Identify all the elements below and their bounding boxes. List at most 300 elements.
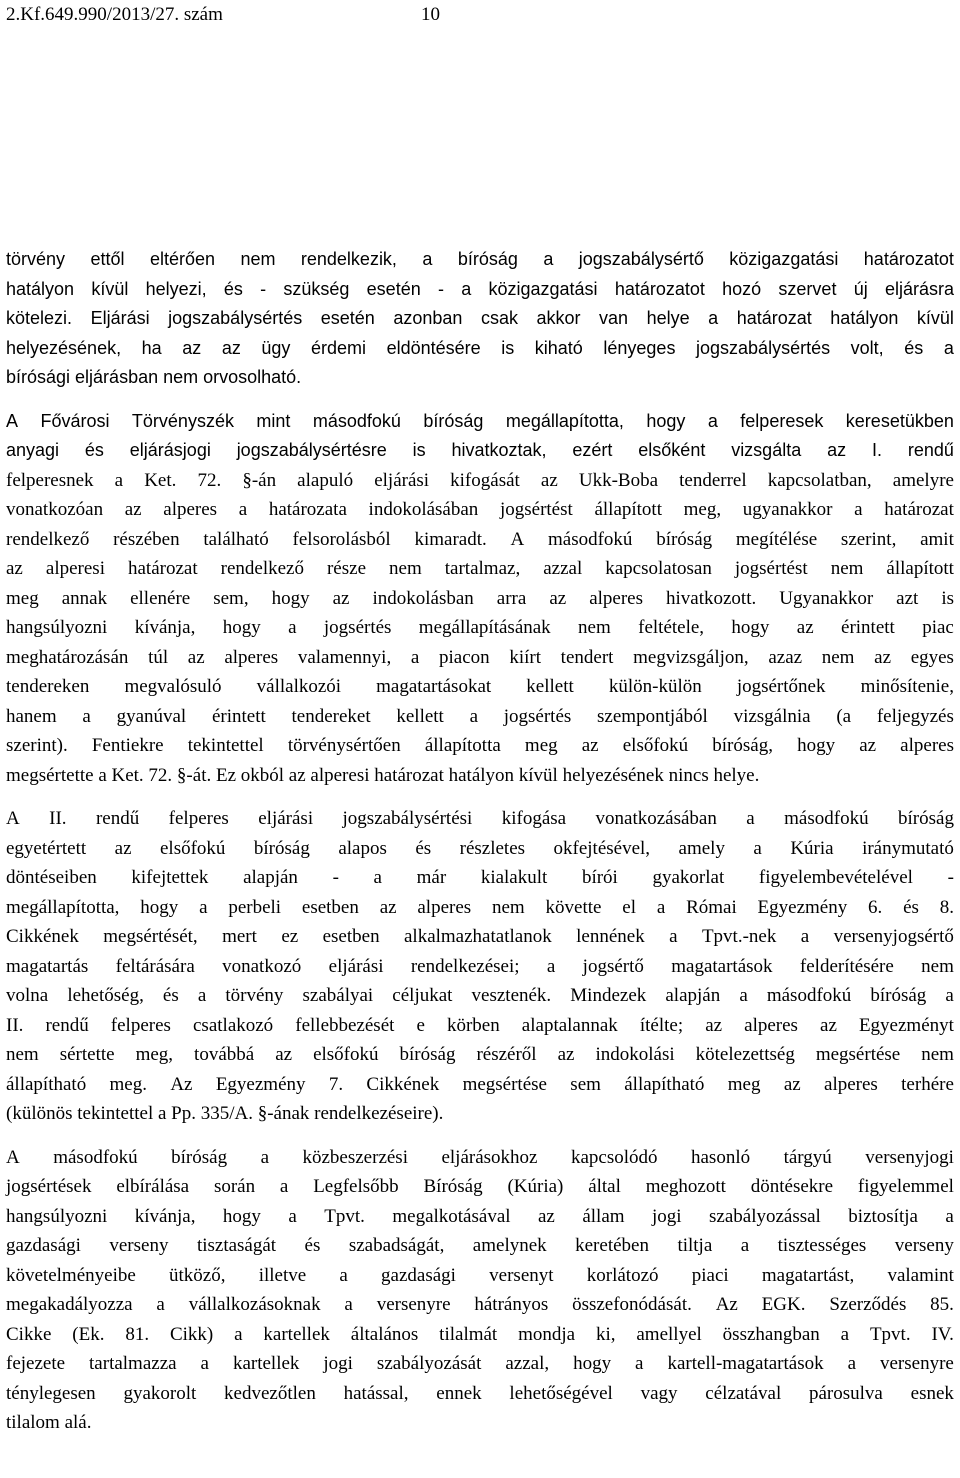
word: a bbox=[669, 926, 678, 947]
word: állam bbox=[582, 1205, 625, 1227]
word: indokolási bbox=[595, 1044, 675, 1065]
word: alapján bbox=[243, 867, 298, 888]
word: amelyre bbox=[892, 469, 954, 491]
word: állapított bbox=[594, 499, 662, 520]
word: céljukat bbox=[392, 985, 453, 1006]
word: ténylegesen bbox=[6, 1382, 96, 1404]
word: feljegyzés bbox=[876, 705, 954, 727]
word: a bbox=[656, 896, 666, 918]
word: hatályon bbox=[830, 308, 899, 328]
word: versenyre bbox=[879, 1353, 954, 1374]
word: figyelemmel bbox=[857, 1176, 954, 1197]
word: piacon bbox=[439, 646, 490, 668]
word: (a bbox=[836, 705, 852, 727]
word: hogy bbox=[646, 410, 686, 431]
word: - bbox=[947, 867, 954, 888]
word: 6. bbox=[868, 896, 883, 918]
word: jogsértés bbox=[323, 617, 392, 638]
word: a bbox=[339, 1264, 348, 1286]
word: gyanúval bbox=[116, 705, 187, 727]
word: amely bbox=[678, 837, 725, 859]
word: magatartások bbox=[671, 955, 773, 977]
word: jogsértések bbox=[6, 1176, 92, 1197]
word: az bbox=[827, 440, 847, 460]
word: az bbox=[275, 1044, 293, 1065]
word: meg, bbox=[135, 1044, 174, 1065]
word: szempontjából bbox=[597, 705, 708, 727]
word: hogy bbox=[222, 1205, 261, 1227]
word: hozó bbox=[722, 278, 762, 299]
word: 81. bbox=[125, 1323, 150, 1345]
word: bíróság bbox=[253, 837, 310, 859]
word: egyetértett bbox=[6, 837, 87, 859]
text-line bbox=[6, 1349, 954, 1379]
word: összefonódását. bbox=[572, 1294, 692, 1315]
word: Tpvt. bbox=[324, 1205, 365, 1227]
word: a bbox=[800, 926, 810, 947]
word: már bbox=[416, 867, 447, 888]
word: jogszabálysértés bbox=[696, 337, 831, 358]
text-line bbox=[6, 1070, 954, 1100]
text-line bbox=[6, 1011, 954, 1041]
word: el bbox=[622, 896, 636, 918]
word: I. bbox=[871, 440, 882, 460]
word: a bbox=[707, 410, 718, 431]
word: eljárási bbox=[374, 469, 430, 491]
word: található bbox=[203, 528, 269, 550]
word: azonban bbox=[393, 308, 463, 328]
word: részletes bbox=[459, 837, 526, 859]
word: jogsértés bbox=[503, 705, 572, 727]
word: a bbox=[82, 705, 91, 727]
word: amellyel bbox=[636, 1323, 702, 1345]
word: verseny bbox=[109, 1235, 169, 1256]
word: hogy bbox=[140, 896, 179, 918]
word: ha bbox=[141, 337, 162, 358]
word: a bbox=[708, 308, 719, 328]
word: sem, bbox=[213, 587, 249, 609]
word: Ukk-Boba bbox=[578, 469, 659, 491]
word: kívül bbox=[916, 308, 954, 328]
word: piac bbox=[922, 617, 954, 638]
word: szerint, bbox=[840, 528, 897, 550]
text-line bbox=[6, 1172, 954, 1202]
word: követelményeibe bbox=[6, 1264, 136, 1286]
word: egyes bbox=[910, 646, 954, 668]
word: szerint). bbox=[6, 735, 68, 756]
word: határozatot bbox=[614, 278, 705, 299]
word: az bbox=[538, 1205, 555, 1227]
word: rendelkező bbox=[220, 558, 304, 579]
word: gyakorlat bbox=[652, 867, 725, 888]
word: jogszabálysértő bbox=[578, 249, 704, 269]
word: biztosítja bbox=[848, 1205, 918, 1227]
word: alapos bbox=[338, 837, 387, 859]
word: másodfokú bbox=[766, 985, 852, 1006]
word: gazdasági bbox=[6, 1235, 81, 1256]
text-line bbox=[6, 334, 954, 364]
word: elsőfokú bbox=[622, 735, 689, 756]
word: a bbox=[288, 617, 297, 638]
word: külön-külön bbox=[608, 676, 702, 697]
word: vállalkozói bbox=[256, 676, 342, 697]
word: - bbox=[332, 867, 339, 888]
word: tartalmazza bbox=[89, 1353, 177, 1374]
word: A bbox=[6, 1146, 20, 1168]
word: kívánja, bbox=[134, 617, 196, 638]
word: versenyre bbox=[376, 1294, 451, 1315]
word: lehetőség, bbox=[67, 985, 144, 1006]
word: §-án bbox=[242, 469, 277, 491]
word: bíróság bbox=[171, 1146, 228, 1168]
word: Kúria bbox=[790, 837, 834, 859]
word: az bbox=[6, 558, 23, 579]
word: jogsértést bbox=[734, 558, 808, 579]
word: állapította bbox=[424, 735, 501, 756]
text-line bbox=[6, 1143, 954, 1173]
word: azzal bbox=[543, 558, 583, 579]
word: hogy bbox=[573, 1353, 612, 1374]
text-line bbox=[6, 1040, 954, 1070]
word: azzal, bbox=[505, 1353, 550, 1374]
word: eljárásjogi bbox=[129, 440, 211, 460]
word: a bbox=[739, 985, 748, 1006]
word: Egyezményt bbox=[858, 1014, 954, 1036]
word: határozatot bbox=[863, 249, 954, 269]
text-line bbox=[6, 981, 954, 1011]
word: amit bbox=[920, 528, 954, 550]
paragraph bbox=[6, 1143, 954, 1438]
word: körben bbox=[446, 1014, 500, 1036]
word: versenyjogi bbox=[865, 1146, 954, 1168]
text-line bbox=[6, 584, 954, 614]
word: e bbox=[416, 1014, 425, 1036]
word: állapított bbox=[886, 558, 954, 579]
word: a bbox=[344, 1294, 353, 1315]
word: határozata bbox=[268, 499, 347, 520]
text-line bbox=[6, 466, 954, 496]
word: az bbox=[379, 896, 397, 918]
word: lennének bbox=[576, 926, 645, 947]
word: is bbox=[941, 587, 954, 609]
word: vonatkozásában bbox=[595, 808, 717, 829]
word: és bbox=[415, 837, 432, 859]
line-text: (különös tekintettel a Pp. 335/A. §-ának rendelkezéseire). bbox=[6, 1103, 444, 1124]
word: vesztenék. bbox=[471, 985, 552, 1006]
word: rendű bbox=[907, 440, 954, 460]
word: tenderrel bbox=[679, 469, 747, 491]
word: az bbox=[124, 499, 142, 520]
word: hátrányos bbox=[474, 1294, 549, 1315]
word: nem bbox=[492, 896, 525, 918]
word: a bbox=[197, 985, 207, 1006]
word: valamint bbox=[887, 1264, 954, 1286]
word: (Ek. bbox=[72, 1323, 105, 1345]
word: kifogása bbox=[501, 808, 567, 829]
word: tekintettel bbox=[187, 735, 264, 756]
word: kartell-magatartások bbox=[667, 1353, 824, 1374]
word: vonatkozó bbox=[222, 955, 302, 977]
word: tendereket bbox=[291, 705, 371, 727]
line-text: megsértette a Ket. 72. §-át. Ez okból az alperesi határozat hatályon kívül helyezésének nincs helye. bbox=[6, 764, 760, 786]
text-line bbox=[6, 863, 954, 893]
word: alperes bbox=[589, 587, 643, 609]
word: kellett bbox=[396, 705, 444, 727]
word: akkor bbox=[536, 308, 581, 328]
word: érintett bbox=[211, 705, 266, 727]
text-line bbox=[6, 1320, 954, 1350]
word: azaz bbox=[768, 646, 803, 668]
word: a bbox=[114, 469, 124, 491]
word: alperes bbox=[824, 1073, 878, 1095]
word: Az bbox=[715, 1294, 738, 1315]
word: 72. bbox=[197, 469, 222, 491]
word: bíróság bbox=[898, 808, 954, 829]
word: kartellek bbox=[232, 1353, 300, 1374]
word: megvizsgáljon, bbox=[633, 646, 749, 668]
word: okfejtésével, bbox=[553, 837, 651, 859]
word: kiható bbox=[534, 337, 583, 358]
word: nem bbox=[240, 249, 276, 269]
word: által bbox=[588, 1176, 621, 1197]
word: meghozott bbox=[645, 1176, 726, 1197]
word: Fővárosi bbox=[40, 410, 110, 431]
word: vizsgálnia bbox=[733, 705, 811, 727]
text-line bbox=[6, 1261, 954, 1291]
word: hogy bbox=[731, 617, 770, 638]
word: a bbox=[288, 1205, 297, 1227]
word: II. bbox=[49, 808, 67, 829]
word: bíróság bbox=[656, 528, 713, 550]
word: a bbox=[847, 1353, 857, 1374]
word: minősítenie, bbox=[860, 676, 954, 697]
line-text: bírósági eljárásban nem orvosolható. bbox=[6, 367, 302, 387]
word: versenyt bbox=[489, 1264, 554, 1286]
word: eltérően bbox=[149, 249, 215, 269]
word: kívül bbox=[91, 278, 129, 299]
word: tendereken bbox=[6, 676, 90, 697]
word: Cikke bbox=[6, 1323, 52, 1345]
word: hogy bbox=[797, 735, 836, 756]
word: meghatározásán bbox=[6, 646, 129, 668]
word: nem bbox=[921, 1044, 954, 1065]
word: érdemi bbox=[310, 337, 367, 358]
text-line bbox=[6, 613, 954, 643]
word: a bbox=[461, 278, 472, 299]
text-line bbox=[6, 525, 954, 555]
word: magatartás bbox=[6, 955, 89, 977]
word: elbírálása bbox=[116, 1176, 190, 1197]
word: Mindezek bbox=[570, 985, 647, 1006]
word: kialakult bbox=[480, 867, 548, 888]
text-line bbox=[6, 643, 954, 673]
word: és bbox=[903, 896, 919, 918]
text-line bbox=[6, 834, 954, 864]
word: szükség bbox=[283, 278, 350, 299]
word: fejezete bbox=[6, 1353, 66, 1374]
text-line bbox=[6, 804, 954, 834]
word: esetén bbox=[366, 278, 421, 299]
word: kötelezi. bbox=[6, 308, 73, 328]
word: elsőfokú bbox=[160, 837, 226, 859]
word: döntésekre bbox=[750, 1176, 834, 1197]
word: elsőfokú bbox=[313, 1044, 379, 1065]
word: rendelkező bbox=[6, 528, 90, 550]
word: határozat bbox=[736, 308, 812, 328]
word: tilalmát bbox=[439, 1323, 498, 1345]
word: határozat bbox=[127, 558, 198, 579]
word: döntéseiben bbox=[6, 867, 97, 888]
word: ezért bbox=[572, 440, 613, 460]
word: figyelembevételével bbox=[758, 867, 913, 888]
word: is bbox=[412, 440, 426, 460]
word: Cikk) bbox=[169, 1323, 214, 1345]
word: ítélte; bbox=[639, 1014, 684, 1036]
word: 85. bbox=[930, 1294, 954, 1315]
text-line bbox=[6, 1231, 954, 1261]
word: nem bbox=[830, 558, 864, 579]
word: Törvényszék bbox=[131, 410, 234, 431]
word: ennek bbox=[436, 1382, 482, 1404]
word: feltétele, bbox=[638, 617, 705, 638]
word: eljárásokhoz bbox=[441, 1146, 538, 1168]
word: jogsértőnek bbox=[736, 676, 826, 697]
word: vagy bbox=[640, 1382, 678, 1404]
text-line bbox=[6, 304, 954, 334]
word: Tpvt. bbox=[869, 1323, 911, 1345]
word: kiírt bbox=[509, 646, 541, 668]
word: az bbox=[783, 1073, 801, 1095]
word: jogi bbox=[651, 1205, 682, 1227]
word: keresetükben bbox=[845, 410, 954, 431]
word: esetén bbox=[320, 308, 375, 328]
word: (Kúria) bbox=[507, 1176, 564, 1197]
word: szabályozással bbox=[709, 1205, 821, 1227]
word: megállapításának bbox=[418, 617, 551, 638]
text-line bbox=[6, 1202, 954, 1232]
word: alapuló bbox=[297, 469, 354, 491]
word: indokolásában bbox=[368, 499, 479, 520]
text-line bbox=[6, 363, 954, 393]
word: állapítható bbox=[624, 1073, 705, 1095]
word: az bbox=[557, 1044, 575, 1065]
word: az bbox=[221, 337, 241, 358]
word: alkalmazhatatlanok bbox=[403, 926, 552, 947]
word: megakadályozza bbox=[6, 1294, 133, 1315]
word: a bbox=[543, 249, 554, 269]
word: Eljárási bbox=[90, 308, 150, 328]
word: megállapította, bbox=[6, 896, 120, 918]
word: 7. bbox=[328, 1073, 344, 1095]
word: esetben bbox=[301, 896, 359, 918]
word: részében bbox=[113, 528, 180, 550]
word: lehetőségével bbox=[509, 1382, 613, 1404]
word: csak bbox=[480, 308, 518, 328]
word: általános bbox=[350, 1323, 419, 1345]
word: felperesnek bbox=[6, 469, 94, 491]
word: a bbox=[945, 985, 954, 1006]
text-line bbox=[6, 893, 954, 923]
word: törvénysértően bbox=[287, 735, 401, 756]
word: megvalósuló bbox=[124, 676, 222, 697]
word: a bbox=[753, 837, 762, 859]
text-line bbox=[6, 672, 954, 702]
word: közbeszerzési bbox=[302, 1146, 408, 1168]
word: alperes bbox=[900, 735, 954, 756]
word: feltárására bbox=[115, 955, 195, 977]
word: másodfokú bbox=[784, 808, 869, 829]
word: a bbox=[546, 955, 556, 977]
word: Szerződés bbox=[829, 1294, 907, 1315]
word: az bbox=[187, 646, 205, 668]
word: összhangban bbox=[722, 1323, 820, 1345]
word: alperes bbox=[163, 499, 218, 520]
word: az bbox=[540, 469, 558, 491]
word: tárgyú bbox=[783, 1146, 832, 1168]
word: nem bbox=[6, 1044, 39, 1065]
word: a bbox=[746, 808, 755, 829]
word: kívánja, bbox=[134, 1205, 196, 1227]
word: rendelkezik, bbox=[300, 249, 397, 269]
word: tendert bbox=[560, 646, 614, 668]
word: piaci bbox=[691, 1264, 729, 1286]
word: korlátozó bbox=[586, 1264, 659, 1286]
word: Római bbox=[686, 896, 737, 918]
word: jogsértést bbox=[499, 499, 573, 520]
word: terhére bbox=[901, 1073, 954, 1095]
word: rendelkezései; bbox=[410, 955, 520, 977]
word: az bbox=[581, 735, 599, 756]
text-line bbox=[6, 1099, 954, 1129]
word: hogy bbox=[271, 587, 310, 609]
word: gazdasági bbox=[381, 1264, 456, 1286]
word: a bbox=[410, 646, 420, 668]
word: meg bbox=[524, 735, 558, 756]
word: közigazgatási bbox=[488, 278, 598, 299]
word: Bíróság bbox=[423, 1176, 483, 1197]
word: lényeges bbox=[603, 337, 676, 358]
word: nem bbox=[921, 955, 954, 977]
word: ütköző, bbox=[169, 1264, 226, 1286]
word: sértette bbox=[59, 1044, 115, 1065]
word: hivatkozott. bbox=[666, 587, 757, 609]
word: nem bbox=[578, 617, 611, 638]
word: IV. bbox=[931, 1323, 954, 1345]
text-line bbox=[6, 1379, 954, 1409]
word: eljárási bbox=[258, 808, 314, 829]
word: és bbox=[84, 440, 104, 460]
word: vizsgálta bbox=[731, 440, 802, 460]
paragraph bbox=[6, 407, 954, 791]
word: van bbox=[599, 308, 629, 328]
word: hatályon bbox=[6, 278, 75, 299]
word: helye bbox=[646, 308, 690, 328]
word: alperesi bbox=[45, 558, 105, 579]
word: közigazgatási bbox=[729, 249, 839, 269]
word: a bbox=[234, 1323, 243, 1345]
word: alperes bbox=[744, 1014, 798, 1036]
word: indokolásban bbox=[372, 587, 474, 609]
word: és bbox=[162, 985, 179, 1006]
word: amelynek bbox=[472, 1235, 547, 1256]
word: törvény bbox=[6, 249, 66, 269]
word: rendű bbox=[45, 1014, 89, 1036]
word: célzatával bbox=[705, 1382, 782, 1404]
word: 8. bbox=[939, 896, 954, 918]
word: a bbox=[200, 1353, 209, 1374]
word: a bbox=[373, 867, 382, 888]
word: továbbá bbox=[194, 1044, 255, 1065]
